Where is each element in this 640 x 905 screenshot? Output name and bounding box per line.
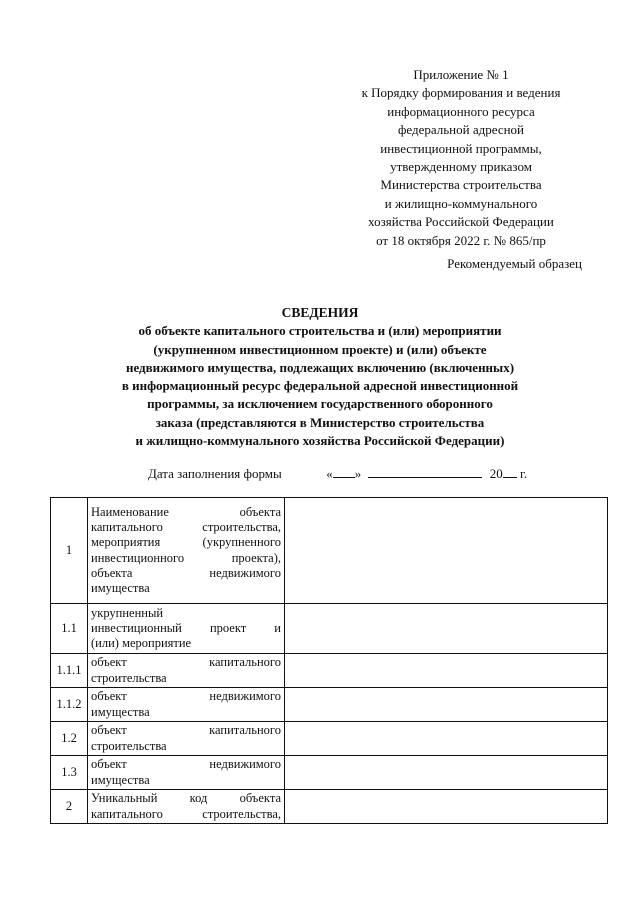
row-name-line: объект недвижимого <box>91 757 281 772</box>
appendix-header <box>330 66 592 250</box>
row-value-cell[interactable] <box>285 654 608 688</box>
table-row <box>51 756 608 790</box>
row-name-line: капитального строительства, <box>91 519 281 534</box>
row-value-cell[interactable] <box>285 756 608 790</box>
title-main: СВЕДЕНИЯ <box>281 305 359 320</box>
row-name-line: Наименование объекта <box>91 504 281 519</box>
row-name-line: строительства <box>91 670 167 685</box>
row-name <box>88 722 285 756</box>
row-number: 2 <box>51 790 88 824</box>
appendix-line: утвержденному приказом <box>390 159 532 175</box>
row-name-line: (или) мероприятие <box>91 636 192 651</box>
row-name-line: Уникальный код объекта <box>91 791 281 806</box>
month-blank[interactable] <box>368 464 482 478</box>
row-name-line: инвестиционный проект и <box>91 620 281 635</box>
close-quote: » <box>354 466 362 481</box>
appendix-line: хозяйства Российской Федерации <box>368 214 554 230</box>
table-row <box>51 654 608 688</box>
row-name-line: инвестиционного проекта), <box>91 550 281 565</box>
row-number: 1.2 <box>51 722 88 756</box>
row-number: 1.1 <box>51 604 88 654</box>
recommended-sample-label: Рекомендуемый образец <box>447 256 582 271</box>
row-number: 1.1.2 <box>51 688 88 722</box>
row-value-cell[interactable] <box>285 604 608 654</box>
row-name <box>88 688 285 722</box>
info-table <box>50 497 608 824</box>
appendix-line: и жилищно-коммунального <box>384 195 538 211</box>
table-row <box>51 722 608 756</box>
row-name-line: строительства <box>91 738 167 753</box>
title-line: недвижимого имущества, подлежащих включению (включенных) <box>125 359 515 375</box>
open-quote: « <box>326 466 333 481</box>
row-number: 1.1.1 <box>51 654 88 688</box>
row-value-cell[interactable] <box>285 790 608 824</box>
appendix-line: от 18 октября 2022 г. № 865/пр <box>376 232 546 248</box>
appendix-line: Министерства строительства <box>380 177 542 193</box>
table-row <box>51 604 608 654</box>
row-value-cell[interactable] <box>285 688 608 722</box>
row-number: 1.3 <box>51 756 88 790</box>
row-value-cell[interactable] <box>285 722 608 756</box>
row-name-line: капитального строительства, <box>91 806 281 821</box>
row-name-line: укрупненный <box>91 605 164 620</box>
row-name <box>88 604 285 654</box>
appendix-line: Приложение № 1 <box>413 67 509 82</box>
appendix-line: федеральной адресной <box>397 122 525 138</box>
row-name <box>88 654 285 688</box>
row-name-line: имущества <box>91 704 150 719</box>
fill-date-label: Дата заполнения формы <box>148 466 282 481</box>
title-line: (укрупненном инвестиционном проекте) и (или) объекте <box>153 341 487 357</box>
row-name-line: объект недвижимого <box>91 689 281 704</box>
row-name <box>88 790 285 824</box>
row-number: 1 <box>51 498 88 604</box>
title-line: заказа (представляются в Министерство строительства <box>155 414 485 430</box>
year-suffix: г. <box>519 466 528 481</box>
appendix-line: к Порядку формирования и ведения <box>361 85 561 101</box>
fill-date-line <box>148 464 527 482</box>
document-title <box>60 304 580 450</box>
table-row <box>51 688 608 722</box>
year-blank[interactable] <box>503 464 517 478</box>
title-line: программы, за исключением государственного оборонного <box>147 396 493 412</box>
table-row <box>51 790 608 824</box>
row-name-line: имущества <box>91 772 150 787</box>
appendix-line: инвестиционной программы, <box>380 140 542 156</box>
row-name-line: объект капитального <box>91 655 281 670</box>
row-value-cell[interactable] <box>285 498 608 604</box>
row-name-line: мероприятия (укрупненного <box>91 535 281 550</box>
row-name-line: объекта недвижимого <box>91 565 281 580</box>
row-name <box>88 498 285 604</box>
year-prefix: 20 <box>489 466 503 481</box>
title-line: и жилищно-коммунального хозяйства Российской Федерации) <box>135 433 505 449</box>
row-name-line: имущества <box>91 581 150 596</box>
row-name-line: объект капитального <box>91 723 281 738</box>
row-name <box>88 756 285 790</box>
table-row <box>51 498 608 604</box>
appendix-line: информационного ресурса <box>387 103 535 119</box>
day-blank[interactable] <box>333 464 355 478</box>
title-line: об объекте капитального строительства и (или) мероприятии <box>138 323 502 339</box>
title-line: в информационный ресурс федеральной адресной инвестиционной <box>121 378 519 394</box>
